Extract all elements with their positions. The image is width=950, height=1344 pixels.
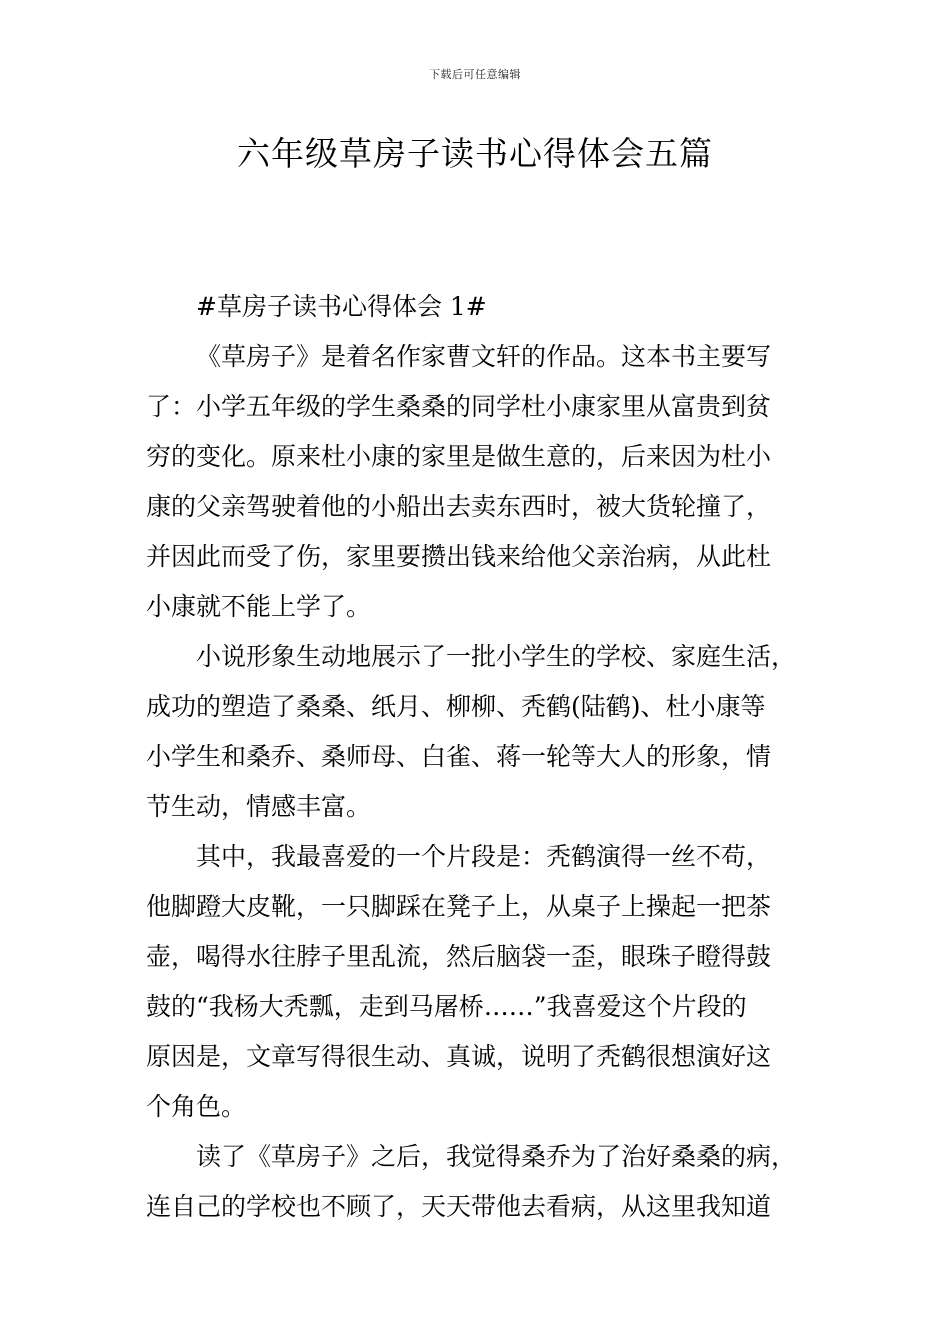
paragraph-line: 并因此而受了伤，家里要攒出钱来给他父亲治病，从此杜 [146, 542, 772, 571]
page-title: 六年级草房子读书心得体会五篇 [237, 134, 713, 173]
section-heading: #草房子读书心得体会 1# [196, 292, 487, 321]
paragraph-1 [146, 332, 826, 632]
paragraph-line: 连自己的学校也不顾了，天天带他去看病，从这里我知道 [146, 1192, 772, 1221]
paragraph-line: 鼓的“我杨大秃瓢，走到马屠桥……”我喜爱这个片段的 [146, 992, 747, 1021]
paragraph-2 [146, 632, 826, 832]
paragraph-line: 个角色。 [146, 1092, 247, 1121]
paragraph-line: 节生动，情感丰富。 [146, 792, 372, 821]
paragraph-3 [146, 832, 826, 1132]
paragraph-line: 小康就不能上学了。 [146, 592, 372, 621]
paragraph-line: 其中，我最喜爱的一个片段是：秃鹤演得一丝不苟， [196, 842, 772, 871]
paragraph-line: 《草房子》是着名作家曹文轩的作品。这本书主要写 [196, 342, 772, 371]
header-note: 下载后可任意编辑 [429, 68, 521, 81]
paragraph-line: 了：小学五年级的学生桑桑的同学杜小康家里从富贵到贫 [146, 392, 772, 421]
paragraph-line: 康的父亲驾驶着他的小船出去卖东西时，被大货轮撞了， [146, 492, 772, 521]
paragraph-line: 他脚蹬大皮靴，一只脚踩在凳子上，从桌子上操起一把茶 [146, 892, 772, 921]
paragraph-line: 小学生和桑乔、桑师母、白雀、蒋一轮等大人的形象，情 [146, 742, 772, 771]
paragraph-line: 壶，喝得水往脖子里乱流，然后脑袋一歪，眼珠子瞪得鼓 [146, 942, 772, 971]
paragraph-4 [146, 1132, 826, 1232]
paragraph-line: 小说形象生动地展示了一批小学生的学校、家庭生活， [196, 642, 797, 671]
paragraph-line: 读了《草房子》之后，我觉得桑乔为了治好桑桑的病， [196, 1142, 797, 1171]
paragraph-line: 原因是，文章写得很生动、真诚，说明了秃鹤很想演好这 [146, 1042, 772, 1071]
document-body [146, 282, 826, 1232]
paragraph-line: 成功的塑造了桑桑、纸月、柳柳、秃鹤(陆鹤)、杜小康等 [146, 692, 766, 721]
paragraph-line: 穷的变化。原来杜小康的家里是做生意的，后来因为杜小 [146, 442, 772, 471]
